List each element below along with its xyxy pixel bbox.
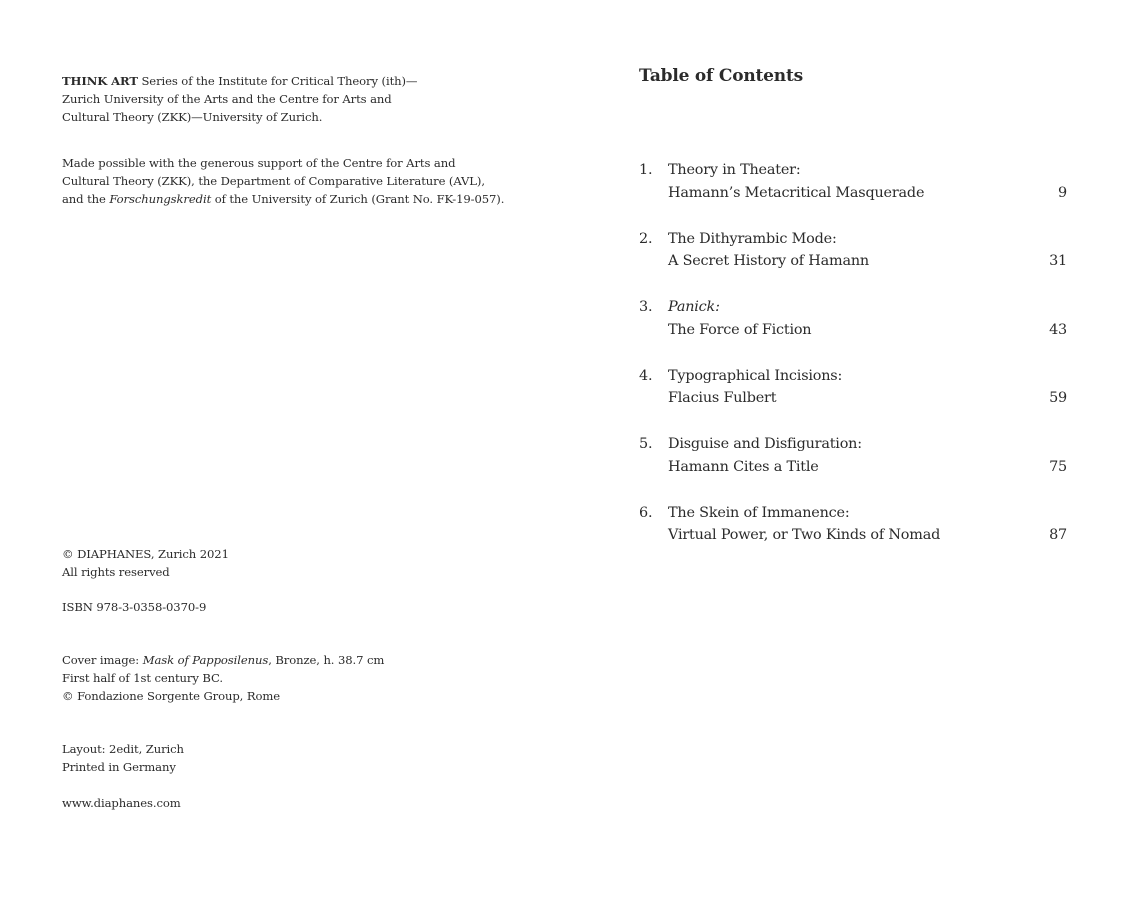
toc-entry-number: 3. xyxy=(639,299,653,315)
toc-entry-number: 6. xyxy=(639,504,653,521)
cover-credit xyxy=(62,651,562,705)
series-name: THINK ART xyxy=(62,74,138,88)
series-line-2: Zurich University of the Arts and the Centre for Arts and xyxy=(62,92,392,106)
toc-entry-number: 4. xyxy=(639,367,653,384)
cover-line-1: Cover image: Mask of Papposilenus, Bronze, h. 38.7 cm xyxy=(62,653,385,667)
toc-entry-title: Theory in Theater: Hamann’s Metacritical Masquerade xyxy=(668,162,925,201)
toc-entry-page: 87 xyxy=(1049,527,1067,543)
toc-entry-page: 43 xyxy=(1049,321,1067,338)
support-line-2: Cultural Theory (ZKK), the Department of Comparative Literature (AVL), xyxy=(62,174,485,188)
toc-entry-page: 9 xyxy=(1058,184,1067,201)
toc-entry-page: 59 xyxy=(1049,390,1067,406)
toc-title: Table of Contents xyxy=(639,66,803,86)
series-statement xyxy=(62,72,562,126)
toc-page xyxy=(639,0,1067,912)
layout-line: Layout: 2edit, Zurich xyxy=(62,742,184,756)
toc-entry-page: 75 xyxy=(1049,458,1067,475)
website: www.diaphanes.com xyxy=(62,796,181,810)
copyright-notice xyxy=(62,545,562,581)
cover-line-3: © Fondazione Sorgente Group, Rome xyxy=(62,689,281,703)
imprint-page xyxy=(62,0,562,912)
support-line-3: and the Forschungskredit of the University of Zurich (Grant No. FK-19-057). xyxy=(62,192,505,206)
grant-name: Forschungskredit xyxy=(109,192,212,206)
series-line-3: Cultural Theory (ZKK)—University of Zurich. xyxy=(62,110,323,124)
cover-artwork-title: Mask of Papposilenus xyxy=(142,653,269,667)
toc-entry-title: Disguise and Disfiguration: Hamann Cites a Title xyxy=(668,436,862,475)
printed-line: Printed in Germany xyxy=(62,760,176,774)
toc-entry-title: Panick: The Force of Fiction xyxy=(668,299,812,338)
support-statement xyxy=(62,154,562,208)
isbn: ISBN 978-3-0358-0370-9 xyxy=(62,600,207,614)
production-credit xyxy=(62,740,562,776)
toc-entry-number: 1. xyxy=(639,162,653,178)
series-line-1: THINK ART Series of the Institute for Critical Theory (ith)— xyxy=(62,74,418,88)
toc-entry-number: 2. xyxy=(639,230,653,247)
copyright-line-2: All rights reserved xyxy=(62,565,170,579)
copyright-line-1: © DIAPHANES, Zurich 2021 xyxy=(62,547,229,561)
toc-entry-number: 5. xyxy=(639,436,653,452)
toc-entry-page: 31 xyxy=(1049,253,1067,269)
toc-entry-title: The Dithyrambic Mode: A Secret History of Hamann xyxy=(668,230,869,269)
cover-line-2: First half of 1st century BC. xyxy=(62,671,223,685)
support-line-1: Made possible with the generous support of the Centre for Arts and xyxy=(62,156,456,170)
toc-entry-title: The Skein of Immanence: Virtual Power, or Two Kinds of Nomad xyxy=(668,504,941,543)
toc-entry-title: Typographical Incisions: Flacius Fulbert xyxy=(668,367,843,406)
